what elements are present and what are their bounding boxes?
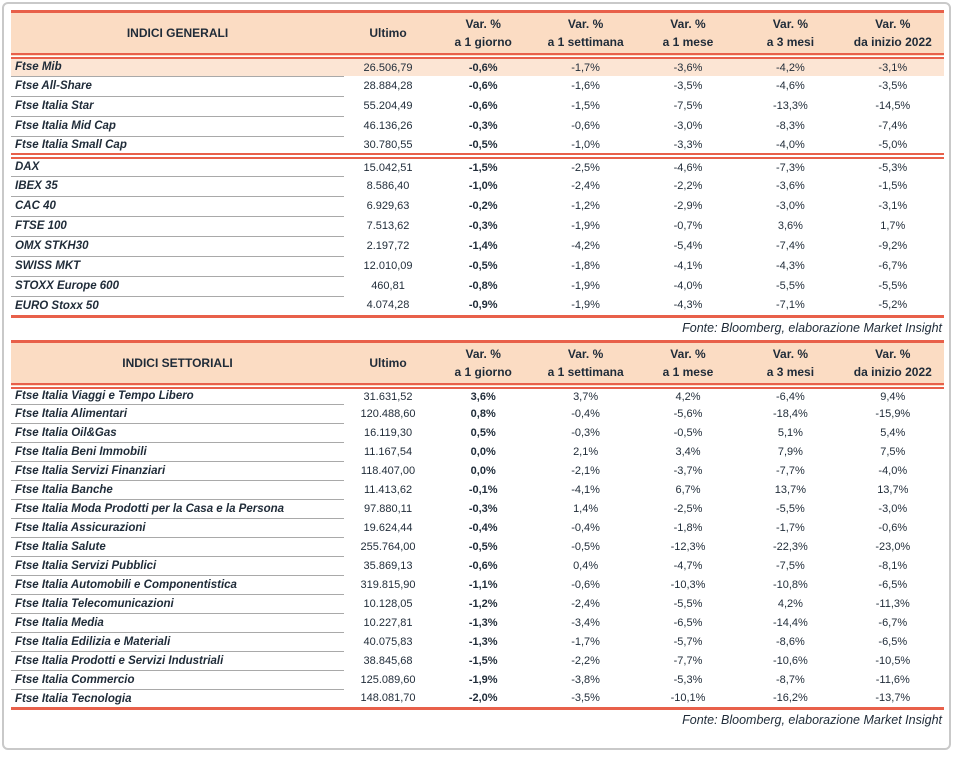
var-cell: -0,2% xyxy=(468,200,498,212)
var-cell: -14,5% xyxy=(875,100,911,112)
table-row xyxy=(11,256,944,276)
var-cell: -4,1% xyxy=(673,260,703,272)
var-cell: 0,5% xyxy=(470,427,496,439)
table-row xyxy=(11,538,944,557)
var-cell: -1,1% xyxy=(468,579,498,591)
var-cell: -4,2% xyxy=(571,240,600,252)
index-name-cell: Ftse Italia Tecnologia xyxy=(15,692,132,705)
var-cell: -10,1% xyxy=(670,692,706,705)
index-name-cell: Ftse Italia Banche xyxy=(11,481,344,500)
table-header-row xyxy=(11,12,944,57)
column-header-var-1-giorno: Var. % a 1 giorno xyxy=(432,341,534,386)
index-name-cell: Ftse Italia Automobili e Componentistica xyxy=(11,576,344,595)
table-row xyxy=(11,519,944,538)
index-name-cell: CAC 40 xyxy=(11,196,344,216)
ultimo-cell: 11.167,54 xyxy=(363,446,413,458)
table-body xyxy=(11,56,944,316)
var-cell: -0,5% xyxy=(571,541,600,553)
table-row xyxy=(11,276,944,296)
var-cell: -13,7% xyxy=(875,692,911,705)
var-cell: 0,0% xyxy=(470,465,496,477)
var-cell: -7,3% xyxy=(739,156,841,176)
var-cell: -7,5% xyxy=(673,100,703,112)
ultimo-cell: 6.929,63 xyxy=(366,200,410,212)
var-cell: -5,2% xyxy=(878,299,908,312)
var-cell: -3,0% xyxy=(776,200,805,212)
column-header-var-3-mesi: Var. % a 3 mesi xyxy=(739,341,841,386)
ultimo-cell: 11.413,62 xyxy=(363,484,413,496)
var-cell: 5,1% xyxy=(777,427,803,439)
var-cell: -1,8% xyxy=(571,260,600,272)
table-title: INDICI SETTORIALI xyxy=(11,341,344,386)
page-frame xyxy=(2,2,951,750)
var-cell: -3,8% xyxy=(571,674,600,686)
var-cell: -10,8% xyxy=(772,579,808,591)
column-header-var-1-mese: Var. % a 1 mese xyxy=(637,341,739,386)
index-name-cell: Ftse Italia Small Cap xyxy=(15,138,127,151)
var-cell: 4,2% xyxy=(777,598,803,610)
index-name-cell: Ftse Italia Edilizia e Materiali xyxy=(11,633,344,652)
ultimo-cell: 10.227,81 xyxy=(363,617,413,629)
var-cell: -2,5% xyxy=(534,156,636,176)
var-cell: -6,5% xyxy=(878,636,908,648)
var-cell: -0,3% xyxy=(468,220,498,232)
index-name-cell: Ftse Italia Assicurazioni xyxy=(11,519,344,538)
index-name-cell: IBEX 35 xyxy=(11,176,344,196)
var-cell: -1,5% xyxy=(432,156,534,176)
var-cell: -4,3% xyxy=(776,260,805,272)
var-cell: -4,0% xyxy=(776,138,805,151)
var-cell: -0,4% xyxy=(571,408,600,420)
column-header-ultimo: Ultimo xyxy=(344,341,432,386)
var-cell: -16,2% xyxy=(772,692,808,705)
table-row xyxy=(11,614,944,633)
var-cell: -12,3% xyxy=(670,541,706,553)
var-cell: 0,4% xyxy=(573,560,599,572)
source-note: Fonte: Bloomberg, elaborazione Market Insight xyxy=(682,713,942,727)
ultimo-cell: 8.586,40 xyxy=(366,180,410,192)
column-header-var-1-mese: Var. % a 1 mese xyxy=(637,12,739,57)
index-name-cell: OMX STKH30 xyxy=(11,236,344,256)
var-cell: -0,5% xyxy=(468,541,498,553)
var-cell: -0,6% xyxy=(432,56,534,76)
var-cell: -2,9% xyxy=(673,200,703,212)
table-row xyxy=(11,116,944,136)
var-cell: -0,1% xyxy=(468,484,498,496)
var-cell: -1,9% xyxy=(571,220,600,232)
ultimo-cell: 31.631,52 xyxy=(363,390,413,403)
ultimo-cell: 35.869,13 xyxy=(363,560,413,572)
var-cell: -5,6% xyxy=(673,408,703,420)
var-cell: -1,8% xyxy=(673,522,703,534)
var-cell: -7,5% xyxy=(776,560,805,572)
var-cell: -8,1% xyxy=(878,560,908,572)
var-cell: -3,1% xyxy=(878,200,908,212)
table-row xyxy=(11,196,944,216)
ultimo-cell: 26.506,79 xyxy=(344,56,432,76)
index-name-cell: Ftse Italia Moda Prodotti per la Casa e la Persona xyxy=(11,500,344,519)
ultimo-cell: 319.815,90 xyxy=(360,579,416,591)
table-row xyxy=(11,56,944,76)
var-cell: -8,7% xyxy=(776,674,805,686)
table-row xyxy=(11,176,944,196)
var-cell: -3,6% xyxy=(637,56,739,76)
table-row xyxy=(11,481,944,500)
index-name-cell: Ftse Italia Commercio xyxy=(11,671,344,690)
var-cell: -18,4% xyxy=(772,408,808,420)
ultimo-cell: 7.513,62 xyxy=(366,220,410,232)
var-cell: -1,5% xyxy=(468,655,498,667)
var-cell: -8,6% xyxy=(776,636,805,648)
var-cell: -22,3% xyxy=(772,541,808,553)
var-cell: -5,5% xyxy=(673,598,703,610)
var-cell: -5,3% xyxy=(842,156,944,176)
column-header-var-3-mesi: Var. % a 3 mesi xyxy=(739,12,841,57)
var-cell: -2,5% xyxy=(673,503,703,515)
var-cell: -1,5% xyxy=(571,100,600,112)
table-indici-settoriali xyxy=(11,340,944,711)
var-cell: 1,4% xyxy=(573,503,599,515)
table-row xyxy=(11,557,944,576)
index-name-cell: Ftse All-Share xyxy=(11,76,344,96)
var-cell: 13,7% xyxy=(877,484,909,496)
var-cell: -3,0% xyxy=(673,120,703,132)
var-cell: -1,5% xyxy=(878,180,908,192)
index-name-cell: Ftse Italia Oil&Gas xyxy=(11,424,344,443)
table-row xyxy=(11,296,944,316)
table-title: INDICI GENERALI xyxy=(11,12,344,57)
ultimo-cell: 46.136,26 xyxy=(363,120,413,132)
var-cell: -15,9% xyxy=(875,408,911,420)
var-cell: -1,7% xyxy=(776,522,805,534)
var-cell: -7,7% xyxy=(776,465,805,477)
var-cell: -0,4% xyxy=(571,522,600,534)
var-cell: 4,2% xyxy=(675,390,701,403)
var-cell: -3,0% xyxy=(878,503,908,515)
var-cell: -4,6% xyxy=(637,156,739,176)
var-cell: -5,3% xyxy=(673,674,703,686)
index-name-cell: FTSE 100 xyxy=(11,216,344,236)
ultimo-cell: 19.624,44 xyxy=(363,522,413,534)
var-cell: -10,6% xyxy=(772,655,808,667)
table-row xyxy=(11,386,944,405)
index-name-cell: Ftse Italia Viaggi e Tempo Libero xyxy=(11,386,344,405)
index-name-cell: Ftse Italia Star xyxy=(11,96,344,116)
var-cell: -3,6% xyxy=(776,180,805,192)
var-cell: -5,7% xyxy=(673,636,703,648)
column-header-var-inizio-2022: Var. % da inizio 2022 xyxy=(842,12,944,57)
var-cell: -8,3% xyxy=(776,120,805,132)
var-cell: -10,3% xyxy=(670,579,706,591)
ultimo-cell: 16.119,30 xyxy=(363,427,413,439)
index-name-cell: Ftse Italia Media xyxy=(11,614,344,633)
var-cell: -1,9% xyxy=(571,299,600,312)
var-cell: -1,2% xyxy=(571,200,600,212)
table-row xyxy=(11,462,944,481)
var-cell: -4,6% xyxy=(776,80,805,92)
ultimo-cell: 40.075,83 xyxy=(363,636,413,648)
var-cell: -1,9% xyxy=(468,674,498,686)
var-cell: -5,4% xyxy=(673,240,703,252)
var-cell: 0,8% xyxy=(470,408,496,420)
ultimo-cell: 55.204,49 xyxy=(363,100,413,112)
ultimo-cell: 97.880,11 xyxy=(363,503,413,515)
index-name-cell: Ftse Italia Beni Immobili xyxy=(11,443,344,462)
table-row xyxy=(11,96,944,116)
var-cell: -2,4% xyxy=(571,180,600,192)
var-cell: -3,5% xyxy=(673,80,703,92)
ultimo-cell: 12.010,09 xyxy=(363,260,413,272)
var-cell: -6,5% xyxy=(673,617,703,629)
column-header-var-inizio-2022: Var. % da inizio 2022 xyxy=(842,341,944,386)
var-cell: -0,6% xyxy=(571,579,600,591)
var-cell: -7,4% xyxy=(776,240,805,252)
var-cell: -11,3% xyxy=(875,598,910,610)
var-cell: 3,6% xyxy=(777,220,803,232)
table-row xyxy=(11,136,944,156)
var-cell: -4,0% xyxy=(878,465,908,477)
source-note: Fonte: Bloomberg, elaborazione Market Insight xyxy=(682,320,942,335)
var-cell: -23,0% xyxy=(875,541,911,553)
var-cell: -7,1% xyxy=(776,299,805,312)
var-cell: -0,6% xyxy=(468,560,498,572)
table-row xyxy=(11,236,944,256)
var-cell: -5,5% xyxy=(776,280,805,292)
var-cell: -2,2% xyxy=(673,180,703,192)
var-cell: -0,3% xyxy=(571,427,600,439)
table-header-row xyxy=(11,341,944,386)
ultimo-cell: 30.780,55 xyxy=(363,138,413,151)
index-name-cell: Ftse Italia Mid Cap xyxy=(11,116,344,136)
var-cell: -4,2% xyxy=(739,56,841,76)
table-indici-generali xyxy=(11,10,944,318)
var-cell: -4,1% xyxy=(571,484,600,496)
var-cell: -3,4% xyxy=(571,617,600,629)
var-cell: -1,0% xyxy=(468,180,498,192)
var-cell: -1,2% xyxy=(468,598,498,610)
var-cell: -2,2% xyxy=(571,655,600,667)
ultimo-cell: 125.089,60 xyxy=(360,674,416,686)
index-name-cell: Ftse Italia Servizi Finanziari xyxy=(11,462,344,481)
var-cell: -0,3% xyxy=(468,120,498,132)
var-cell: -5,5% xyxy=(878,280,908,292)
index-name-cell: STOXX Europe 600 xyxy=(11,276,344,296)
ultimo-cell: 2.197,72 xyxy=(366,240,410,252)
ultimo-cell: 10.128,05 xyxy=(363,598,413,610)
table-body xyxy=(11,386,944,709)
var-cell: -0,5% xyxy=(468,138,498,151)
var-cell: 3,4% xyxy=(675,446,701,458)
ultimo-cell: 38.845,68 xyxy=(363,655,413,667)
var-cell: -5,0% xyxy=(878,138,908,151)
table-row xyxy=(11,443,944,462)
var-cell: 7,5% xyxy=(880,446,906,458)
table-row xyxy=(11,690,944,709)
var-cell: -1,7% xyxy=(534,56,636,76)
var-cell: 3,7% xyxy=(573,390,599,403)
index-name-cell: Ftse Italia Salute xyxy=(11,538,344,557)
var-cell: 1,7% xyxy=(880,220,906,232)
index-name-cell: Ftse Italia Prodotti e Servizi Industriali xyxy=(11,652,344,671)
var-cell: -3,1% xyxy=(842,56,944,76)
var-cell: -1,6% xyxy=(571,80,600,92)
ultimo-cell: 28.884,28 xyxy=(363,80,413,92)
var-cell: 13,7% xyxy=(774,484,806,496)
var-cell: -13,3% xyxy=(772,100,808,112)
table-row xyxy=(11,500,944,519)
table-row xyxy=(11,216,944,236)
index-name-cell: Ftse Italia Telecomunicazioni xyxy=(11,595,344,614)
var-cell: -0,5% xyxy=(468,260,498,272)
ultimo-cell: 120.488,60 xyxy=(360,408,416,420)
ultimo-cell: 118.407,00 xyxy=(360,465,416,477)
var-cell: -11,6% xyxy=(875,674,910,686)
var-cell: -3,3% xyxy=(673,138,703,151)
var-cell: -6,7% xyxy=(878,260,908,272)
var-cell: 9,4% xyxy=(880,390,906,403)
var-cell: -0,3% xyxy=(468,503,498,515)
var-cell: -2,4% xyxy=(571,598,600,610)
ultimo-cell: 4.074,28 xyxy=(366,299,410,312)
table-row xyxy=(11,576,944,595)
var-cell: -0,6% xyxy=(571,120,600,132)
var-cell: -1,0% xyxy=(571,138,600,151)
var-cell: -1,9% xyxy=(571,280,600,292)
var-cell: -1,4% xyxy=(468,240,498,252)
var-cell: -4,3% xyxy=(673,299,703,312)
var-cell: 5,4% xyxy=(880,427,906,439)
ultimo-cell: 15.042,51 xyxy=(344,156,432,176)
var-cell: -9,2% xyxy=(878,240,908,252)
table-row xyxy=(11,595,944,614)
table-row xyxy=(11,76,944,96)
var-cell: -3,5% xyxy=(878,80,908,92)
var-cell: -3,7% xyxy=(673,465,703,477)
var-cell: -0,4% xyxy=(468,522,498,534)
var-cell: -6,7% xyxy=(878,617,908,629)
var-cell: -14,4% xyxy=(772,617,808,629)
index-name-cell: Ftse Italia Alimentari xyxy=(11,405,344,424)
var-cell: -7,4% xyxy=(878,120,908,132)
index-name-cell: Ftse Mib xyxy=(11,56,344,76)
var-cell: -10,5% xyxy=(875,655,911,667)
var-cell: -1,3% xyxy=(468,617,498,629)
index-name-cell: Ftse Italia Servizi Pubblici xyxy=(11,557,344,576)
var-cell: -1,3% xyxy=(468,636,498,648)
index-name-cell: SWISS MKT xyxy=(11,256,344,276)
var-cell: 2,1% xyxy=(573,446,599,458)
var-cell: -0,8% xyxy=(468,280,498,292)
var-cell: -7,7% xyxy=(673,655,703,667)
column-header-var-1-settimana: Var. % a 1 settimana xyxy=(534,341,636,386)
var-cell: -0,5% xyxy=(673,427,703,439)
index-name-cell: DAX xyxy=(11,156,344,176)
var-cell: -0,7% xyxy=(673,220,703,232)
var-cell: -0,6% xyxy=(468,80,498,92)
table-row xyxy=(11,652,944,671)
ultimo-cell: 148.081,70 xyxy=(360,692,416,705)
table-row xyxy=(11,405,944,424)
var-cell: 3,6% xyxy=(470,390,496,403)
table-row xyxy=(11,671,944,690)
index-name-cell: EURO Stoxx 50 xyxy=(15,299,99,312)
table-row xyxy=(11,633,944,652)
var-cell: -0,9% xyxy=(468,299,498,312)
column-header-var-1-settimana: Var. % a 1 settimana xyxy=(534,12,636,57)
var-cell: -4,0% xyxy=(673,280,703,292)
ultimo-cell: 255.764,00 xyxy=(360,541,416,553)
var-cell: -3,5% xyxy=(571,692,600,705)
column-header-ultimo: Ultimo xyxy=(344,12,432,57)
var-cell: 6,7% xyxy=(675,484,701,496)
var-cell: -2,1% xyxy=(571,465,600,477)
var-cell: 7,9% xyxy=(777,446,803,458)
var-cell: -0,6% xyxy=(468,100,498,112)
var-cell: -6,4% xyxy=(776,390,805,403)
var-cell: -0,6% xyxy=(878,522,908,534)
var-cell: 0,0% xyxy=(470,446,496,458)
table-row xyxy=(11,156,944,176)
table-row xyxy=(11,424,944,443)
var-cell: -4,7% xyxy=(673,560,703,572)
var-cell: -6,5% xyxy=(878,579,908,591)
var-cell: -5,5% xyxy=(776,503,805,515)
var-cell: -2,0% xyxy=(468,692,498,705)
var-cell: -1,7% xyxy=(571,636,600,648)
column-header-var-1-giorno: Var. % a 1 giorno xyxy=(432,12,534,57)
ultimo-cell: 460,81 xyxy=(371,280,405,292)
